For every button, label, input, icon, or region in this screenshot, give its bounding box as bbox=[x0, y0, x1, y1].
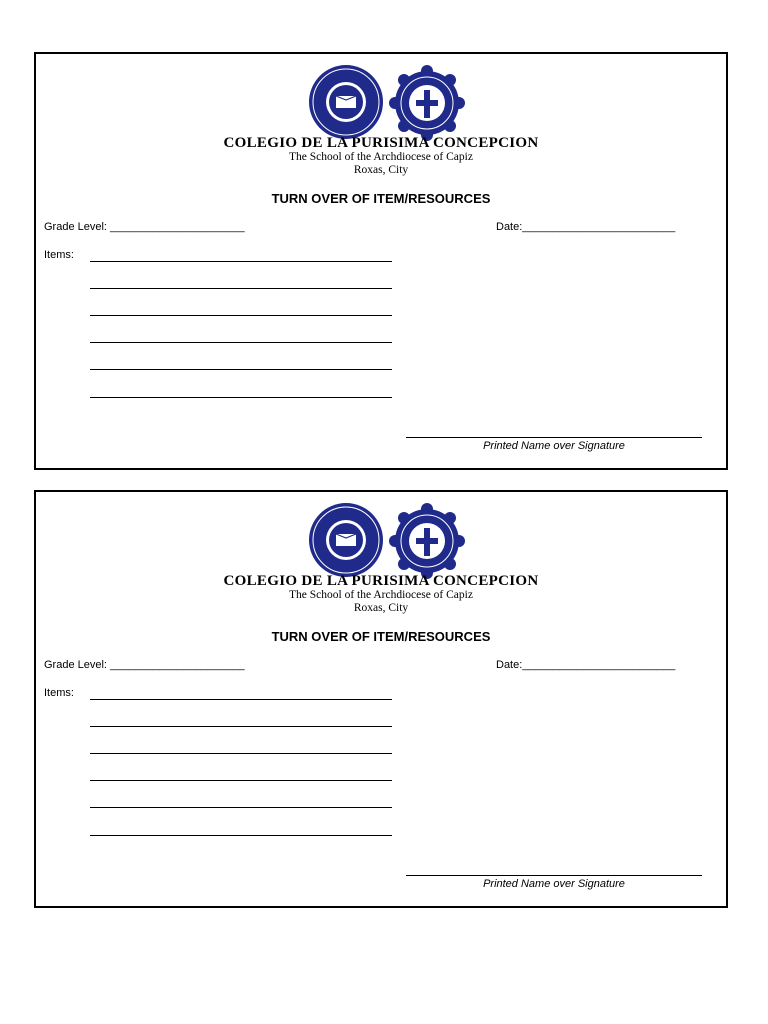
item-line-6[interactable] bbox=[90, 835, 392, 836]
logo-row bbox=[36, 502, 726, 580]
grade-level-field[interactable]: Grade Level: ______________________ bbox=[44, 659, 245, 671]
form-title: TURN OVER OF ITEM/RESOURCES bbox=[271, 191, 491, 206]
archdiocese-seal-logo bbox=[388, 64, 466, 142]
school-subtitle: The School of the Archdiocese of Capiz bbox=[289, 151, 473, 163]
item-line-5[interactable] bbox=[90, 369, 392, 370]
item-line-1[interactable] bbox=[90, 261, 392, 262]
item-line-2[interactable] bbox=[90, 288, 392, 289]
school-subtitle-block bbox=[36, 589, 726, 615]
archdiocese-seal-logo bbox=[388, 502, 466, 580]
school-name: COLEGIO DE LA PURISIMA CONCEPCION bbox=[223, 135, 539, 151]
date-field[interactable]: Date:_________________________ bbox=[496, 221, 676, 233]
item-line-3[interactable] bbox=[90, 315, 392, 316]
school-name: COLEGIO DE LA PURISIMA CONCEPCION bbox=[223, 573, 539, 589]
form-title: TURN OVER OF ITEM/RESOURCES bbox=[271, 629, 491, 644]
signature-caption: Printed Name over Signature bbox=[483, 878, 625, 890]
signature-caption: Printed Name over Signature bbox=[483, 440, 625, 452]
item-line-6[interactable] bbox=[90, 397, 392, 398]
date-field[interactable]: Date:_________________________ bbox=[496, 659, 676, 671]
item-line-4[interactable] bbox=[90, 342, 392, 343]
item-line-4[interactable] bbox=[90, 780, 392, 781]
school-seal-logo bbox=[308, 502, 384, 578]
school-location: Roxas, City bbox=[353, 164, 409, 176]
school-seal-logo bbox=[308, 64, 384, 140]
signature-line[interactable] bbox=[406, 437, 702, 438]
turnover-form-1 bbox=[34, 52, 728, 470]
school-location: Roxas, City bbox=[353, 602, 409, 614]
turnover-form-2 bbox=[34, 490, 728, 908]
signature-line[interactable] bbox=[406, 875, 702, 876]
school-subtitle: The School of the Archdiocese of Capiz bbox=[289, 589, 473, 601]
items-label: Items: bbox=[44, 687, 74, 699]
item-line-1[interactable] bbox=[90, 699, 392, 700]
item-line-5[interactable] bbox=[90, 807, 392, 808]
item-line-2[interactable] bbox=[90, 726, 392, 727]
grade-level-field[interactable]: Grade Level: ______________________ bbox=[44, 221, 245, 233]
item-line-3[interactable] bbox=[90, 753, 392, 754]
school-subtitle-block bbox=[36, 151, 726, 177]
items-label: Items: bbox=[44, 249, 74, 261]
logo-row bbox=[36, 64, 726, 142]
